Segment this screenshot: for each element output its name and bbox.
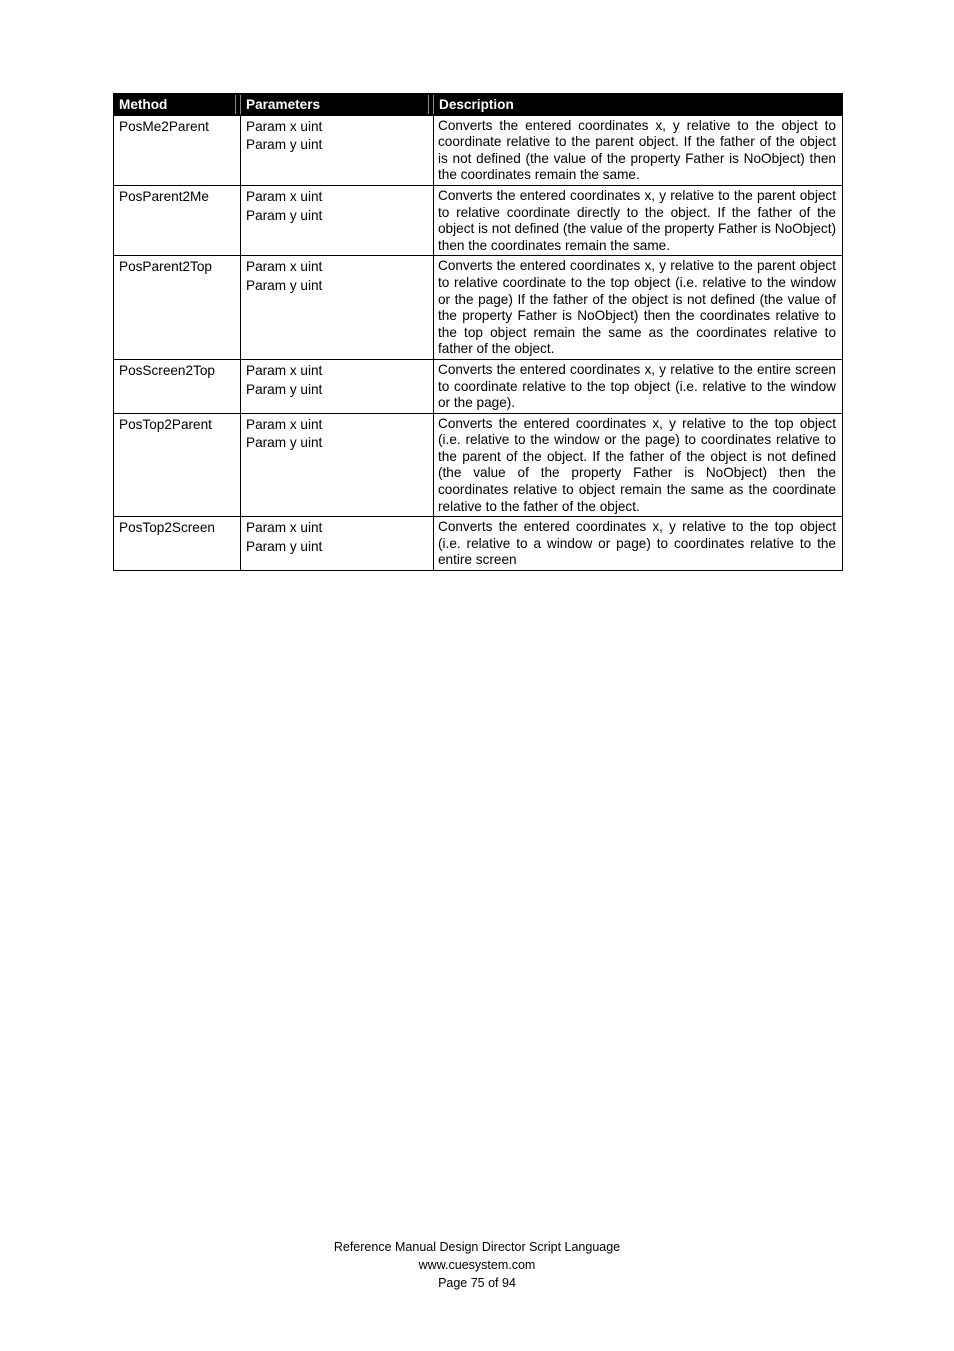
method-name: PosTop2Parent bbox=[119, 416, 212, 432]
params-cell bbox=[241, 359, 434, 413]
footer-title: Reference Manual Design Director Script Language bbox=[333, 1240, 621, 1254]
param-x: Param x uint bbox=[246, 259, 323, 275]
description-cell: Converts the entered coordinates x, y relative to the entire screen to coordinate relative to the top object (i.e. relative to the window or the page). bbox=[434, 359, 843, 413]
description-cell: Converts the entered coordinates x, y relative to the top object (i.e. relative to the window or the page) to coordinates relative to the parent of the object. If the father of the object is not defined (the value of the property Father is NoObject) then the coordinates relative to object remain the same as the coordinate relative to the father of the object. bbox=[434, 413, 843, 517]
description-cell: Converts the entered coordinates x, y relative to the parent object to relative coordinate directly to the object. If the father of the object is not defined (the value of the property Father is NoObject) then the coordinates remain the same. bbox=[434, 185, 843, 255]
param-x: Param x uint bbox=[246, 362, 323, 378]
table-row bbox=[114, 256, 843, 360]
param-y: Param y uint bbox=[246, 137, 323, 153]
method-name: PosScreen2Top bbox=[119, 362, 215, 378]
method-name: PosMe2Parent bbox=[119, 118, 209, 134]
method-cell bbox=[114, 115, 241, 185]
params-cell bbox=[241, 115, 434, 185]
method-cell bbox=[114, 185, 241, 255]
param-y: Param y uint bbox=[246, 435, 323, 451]
param-y: Param y uint bbox=[246, 538, 323, 554]
page-footer bbox=[0, 1238, 954, 1292]
table-row bbox=[114, 517, 843, 571]
method-name: PosTop2Screen bbox=[119, 520, 215, 536]
footer-website: www.cuesystem.com bbox=[418, 1258, 536, 1272]
param-x: Param x uint bbox=[246, 520, 323, 536]
params-cell bbox=[241, 185, 434, 255]
description-cell: Converts the entered coordinates x, y relative to the object to coordinate relative to the parent object. If the father of the object is not defined (the value of the property Father is NoObject) then the coordinates remain the same. bbox=[434, 115, 843, 185]
method-cell bbox=[114, 359, 241, 413]
header-description: Description bbox=[434, 94, 843, 116]
method-cell bbox=[114, 413, 241, 517]
param-y: Param y uint bbox=[246, 207, 323, 223]
param-x: Param x uint bbox=[246, 118, 323, 134]
param-x: Param x uint bbox=[246, 188, 323, 204]
method-name: PosParent2Me bbox=[119, 188, 209, 204]
table-row bbox=[114, 413, 843, 517]
params-cell bbox=[241, 413, 434, 517]
table-header-row bbox=[114, 94, 843, 116]
header-parameters: Parameters bbox=[241, 94, 434, 116]
param-y: Param y uint bbox=[246, 277, 323, 293]
params-cell bbox=[241, 256, 434, 360]
params-cell bbox=[241, 517, 434, 571]
table-row bbox=[114, 185, 843, 255]
methods-table bbox=[113, 93, 843, 571]
method-cell bbox=[114, 256, 241, 360]
description-cell: Converts the entered coordinates x, y relative to the parent object to relative coordinate to the top object (i.e. relative to the window or the page) If the father of the object is not defined (the value of the property Father is NoObject) then the coordinates relative to the top object remain the same as the coordinates relative to father of the object. bbox=[434, 256, 843, 360]
footer-page-number: Page 75 of 94 bbox=[438, 1276, 516, 1290]
param-x: Param x uint bbox=[246, 416, 323, 432]
table-row bbox=[114, 359, 843, 413]
param-y: Param y uint bbox=[246, 381, 323, 397]
header-method: Method bbox=[114, 94, 241, 116]
method-name: PosParent2Top bbox=[119, 259, 212, 275]
method-cell bbox=[114, 517, 241, 571]
table-row bbox=[114, 115, 843, 185]
description-cell: Converts the entered coordinates x, y relative to the top object (i.e. relative to a window or page) to coordinates relative to the entire screen bbox=[434, 517, 843, 571]
